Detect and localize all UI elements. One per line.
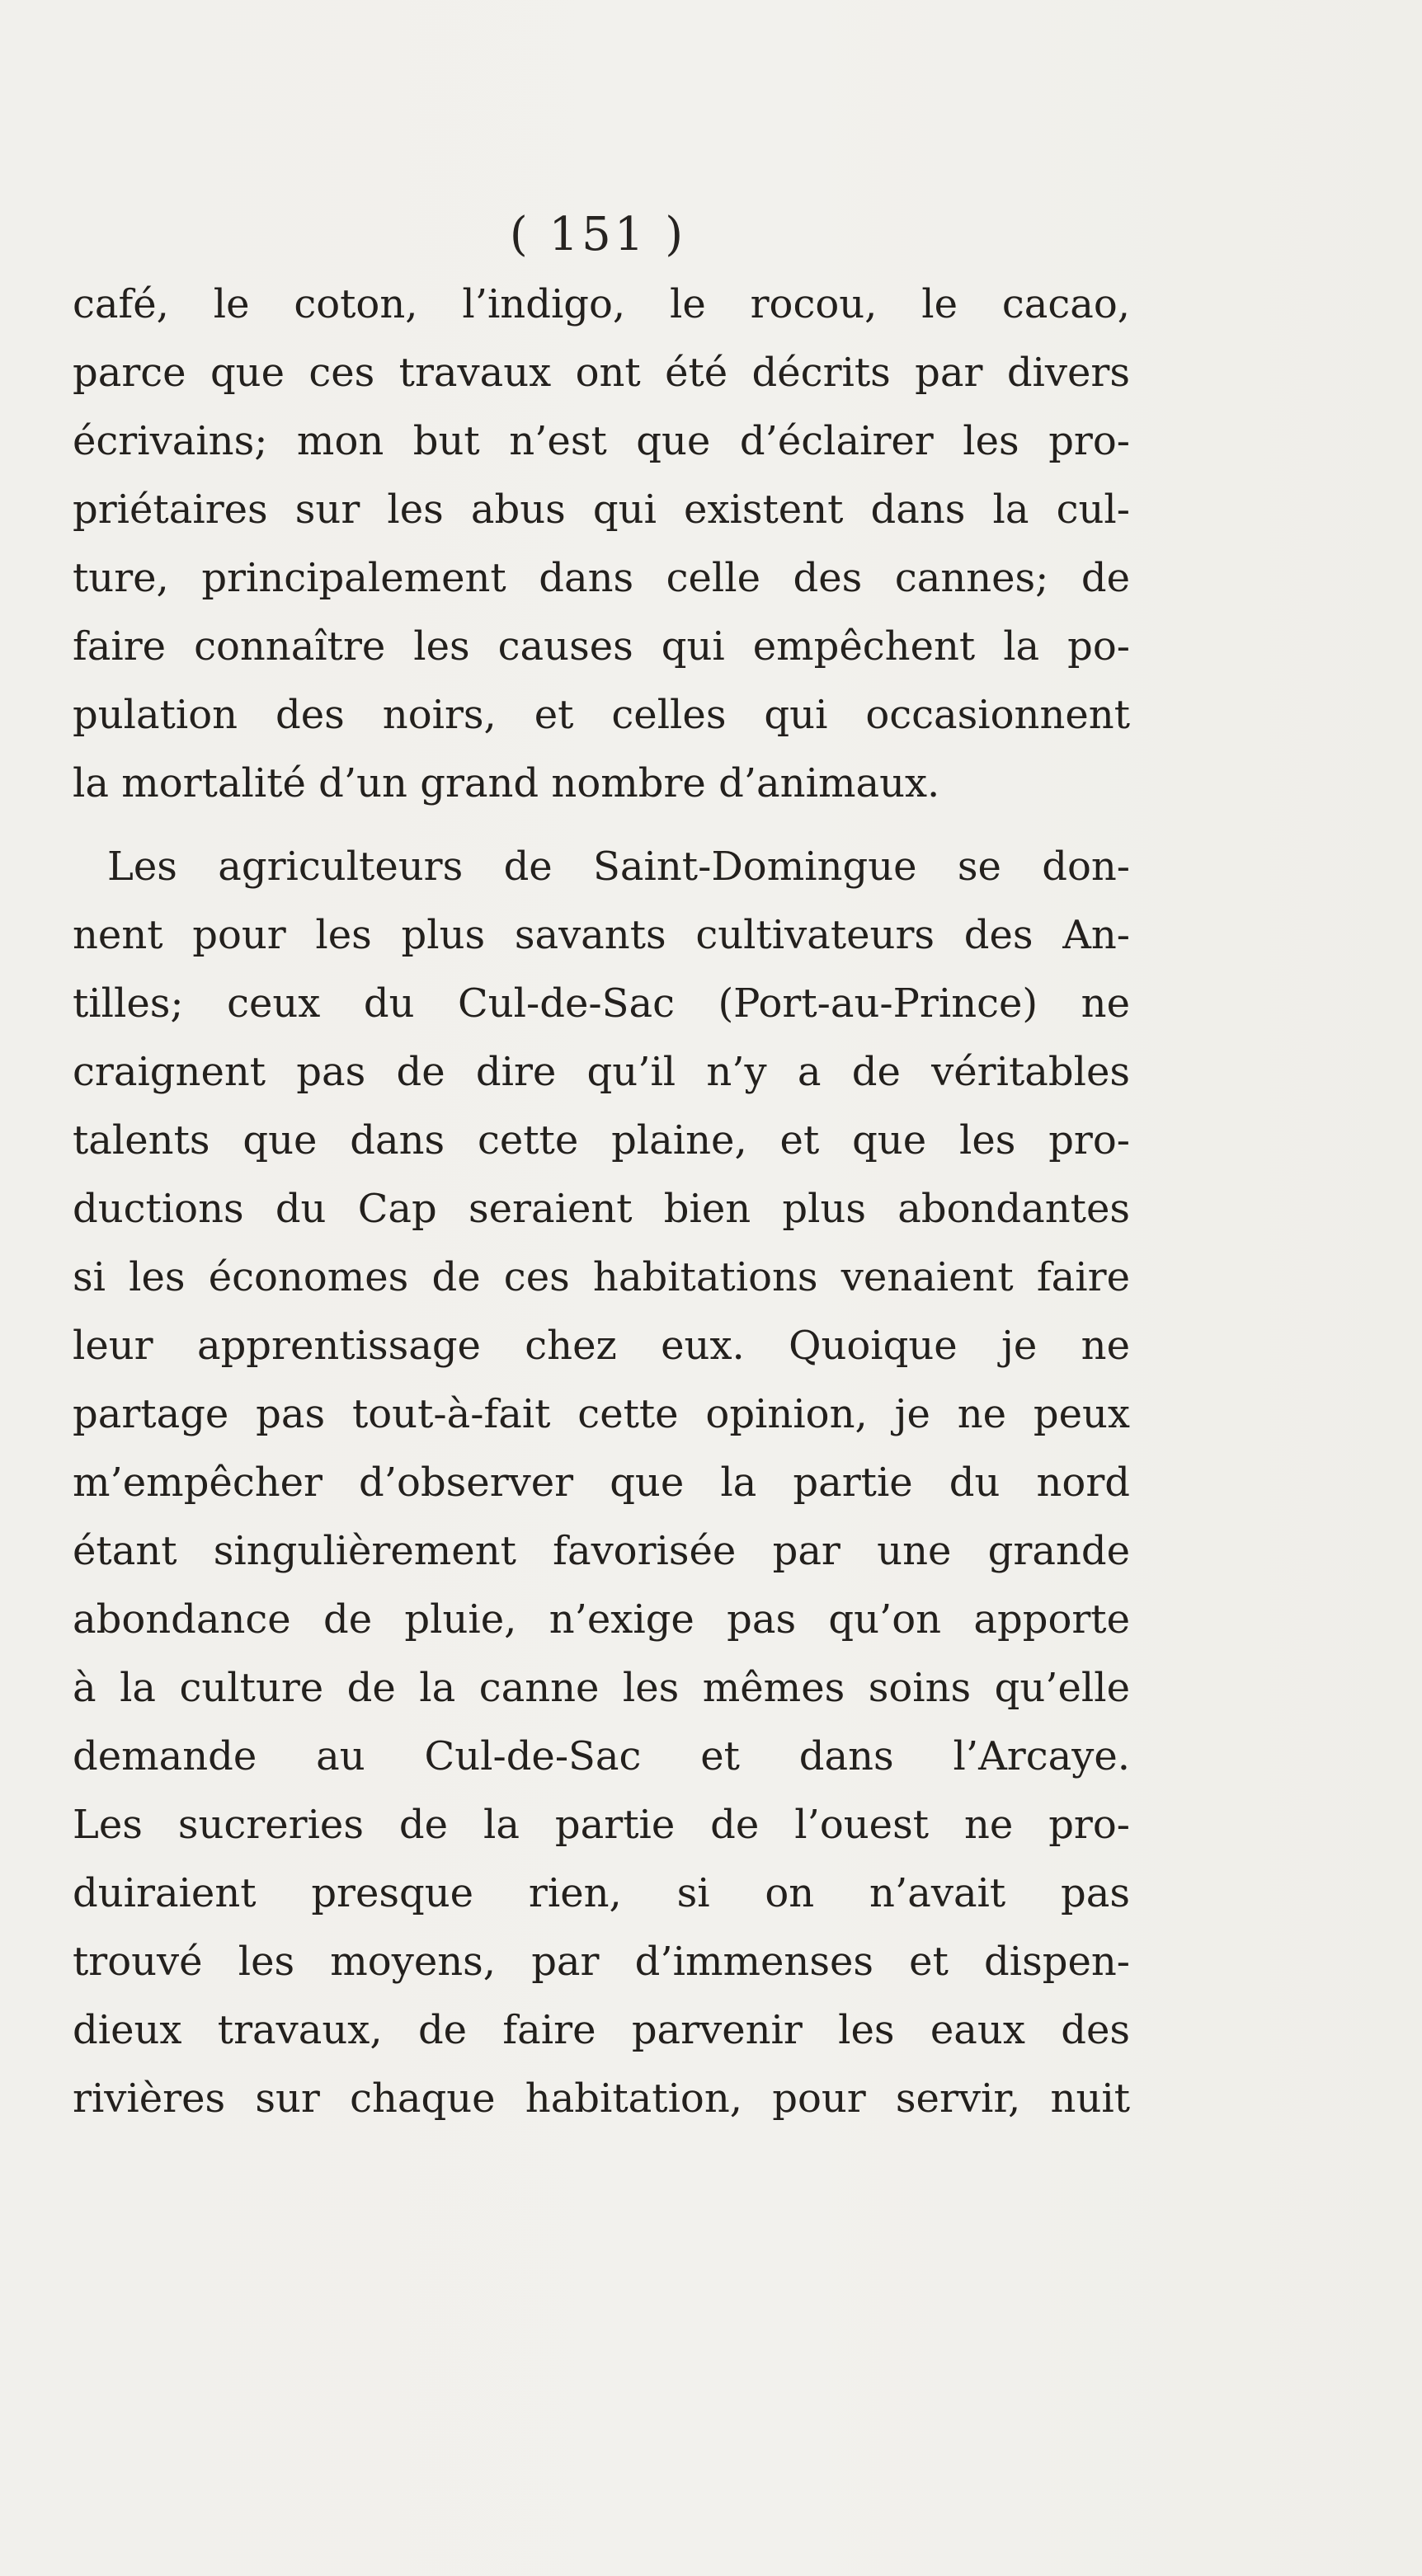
text-line: duiraient presque rien, si on n’avait pas — [73, 1870, 1130, 1916]
text-line: partage pas tout-à-fait cette opinion, je ne peux — [73, 1391, 1130, 1437]
text-line: tilles; ceux du Cul-de-Sac (Port-au-Prince) ne — [73, 980, 1130, 1027]
text-line: pulation des noirs, et celles qui occasionnent — [73, 692, 1130, 738]
text-line: Les sucreries de la partie de l’ouest ne pro- — [73, 1802, 1130, 1848]
text-line: demande au Cul-de-Sac et dans l’Arcaye. — [73, 1733, 1130, 1779]
text-line: nent pour les plus savants cultivateurs des An- — [73, 912, 1130, 958]
text-line: leur apprentissage chez eux. Quoique je ne — [73, 1323, 1130, 1369]
text-line: étant singulièrement favorisée par une grande — [73, 1528, 1130, 1574]
text-line: à la culture de la canne les mêmes soins qu’elle — [73, 1665, 1130, 1711]
text-line: m’empêcher d’observer que la partie du nord — [73, 1460, 1130, 1506]
text-line: café, le coton, l’indigo, le rocou, le cacao, — [73, 281, 1130, 327]
paragraph-first-line: Les agriculteurs de Saint-Domingue se don- — [107, 844, 1130, 890]
text-line: talents que dans cette plaine, et que les pro- — [73, 1117, 1130, 1163]
text-line: faire connaître les causes qui empêchent la po- — [73, 623, 1130, 670]
text-line: trouvé les moyens, par d’immenses et dispen- — [73, 1939, 1130, 1985]
page-number: ( 151 ) — [509, 208, 687, 261]
text-line: parce que ces travaux ont été décrits par divers — [73, 350, 1130, 396]
text-line: abondance de pluie, n’exige pas qu’on apporte — [73, 1596, 1130, 1643]
body-text — [73, 270, 1130, 2133]
text-line: priétaires sur les abus qui existent dans la cul- — [73, 487, 1130, 533]
text-line: si les économes de ces habitations venaient faire — [73, 1254, 1130, 1300]
text-line: ductions du Cap seraient bien plus abondantes — [73, 1186, 1130, 1232]
text-line: rivières sur chaque habitation, pour servir, nuit — [73, 2075, 1130, 2122]
text-line: la mortalité d’un grand nombre d’animaux. — [73, 760, 940, 806]
text-line: dieux travaux, de faire parvenir les eaux des — [73, 2007, 1130, 2053]
text-line: écrivains; mon but n’est que d’éclairer les pro- — [73, 418, 1130, 464]
text-line: ture, principalement dans celle des cannes; de — [73, 555, 1130, 601]
text-line: craignent pas de dire qu’il n’y a de véritables — [73, 1049, 1130, 1095]
